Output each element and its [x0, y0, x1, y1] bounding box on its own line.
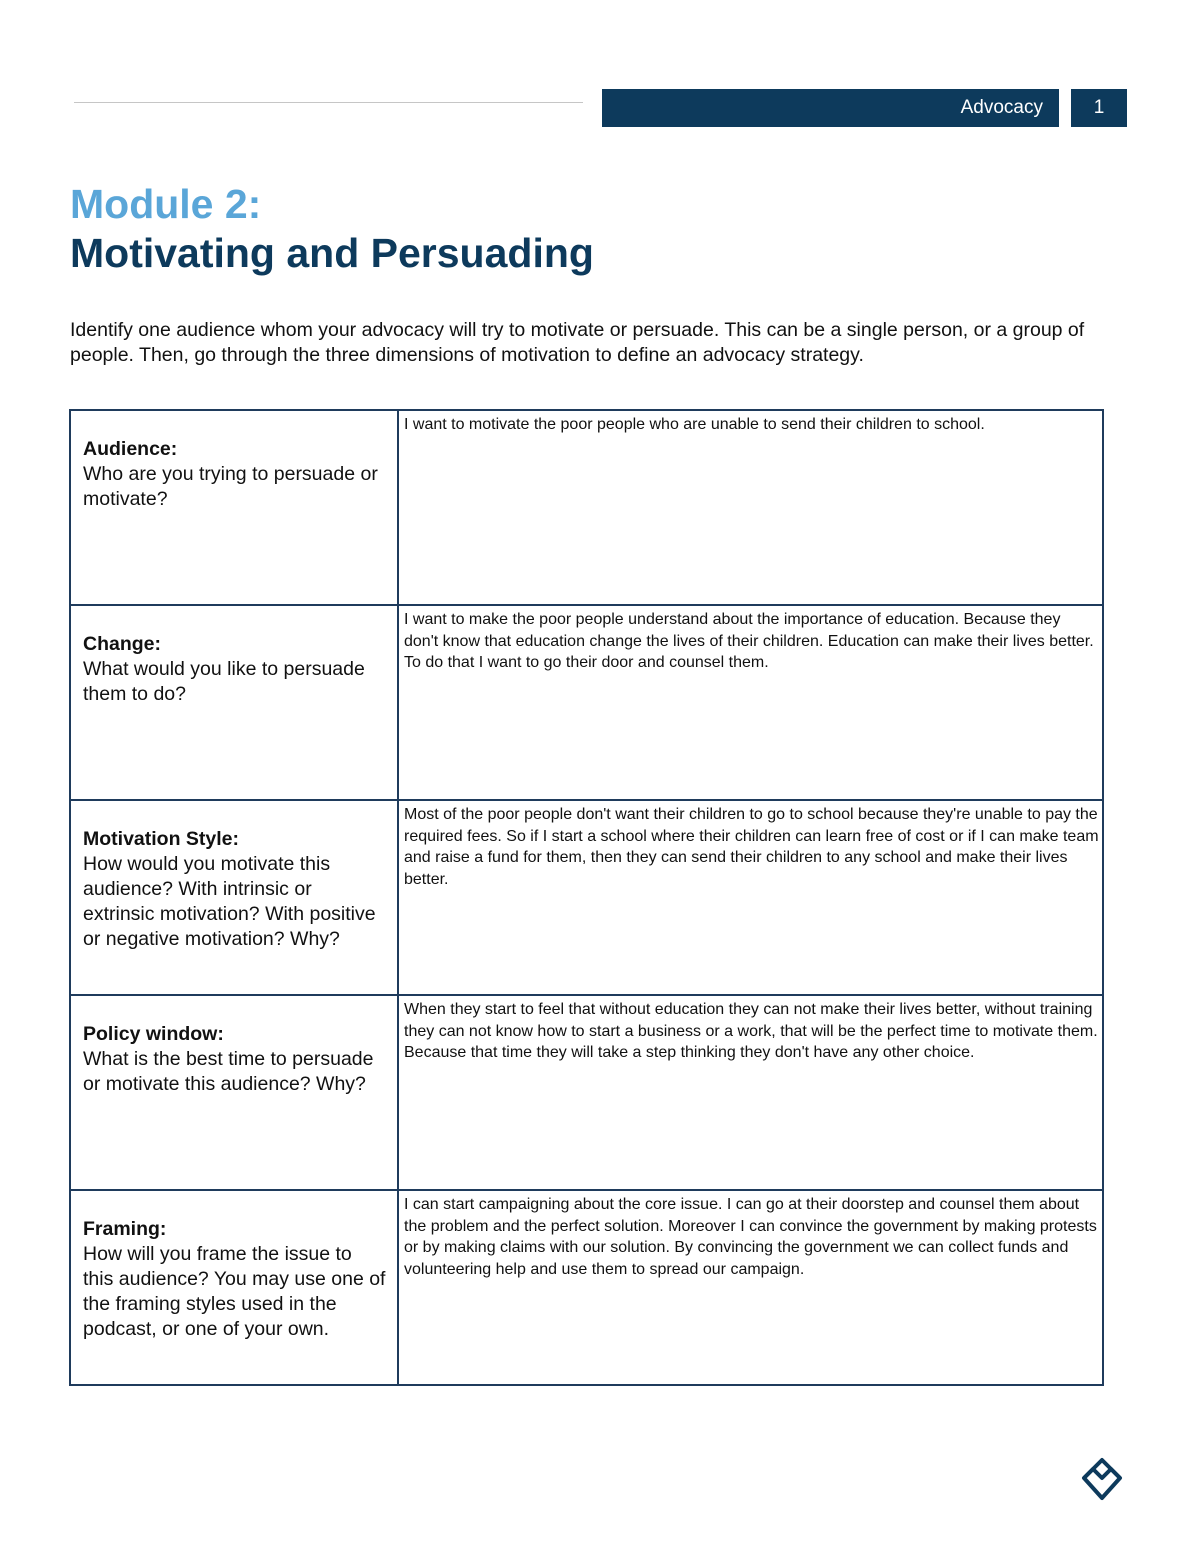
prompt-cell: [70, 995, 398, 1190]
prompt-question: How will you frame the issue to this audience? You may use one of the framing styles used in the podcast, or one of your own.: [83, 1243, 386, 1340]
prompt-cell: [70, 800, 398, 995]
prompt-cell: [70, 605, 398, 800]
intro-paragraph: Identify one audience whom your advocacy will try to motivate or persuade. This can be a single person, or a group of people. Then, go through the three dimensions of motivation to define an advocacy strategy.: [70, 319, 1085, 366]
diamond-heart-logo-icon: [1074, 1456, 1130, 1506]
table-row: [70, 410, 1103, 605]
header-divider: [74, 102, 583, 103]
table-row: [70, 800, 1103, 995]
prompt-label: Policy window:: [83, 1023, 224, 1045]
answer-cell[interactable]: [398, 800, 1103, 995]
answer-text: I want to motivate the poor people who are unable to send their children to school.: [404, 416, 985, 433]
prompt-cell: [70, 410, 398, 605]
page-number-box: [1071, 89, 1127, 127]
prompt-question: What would you like to persuade them to do?: [83, 658, 365, 705]
prompt-cell: [70, 1190, 398, 1385]
prompt-label: Audience:: [83, 438, 178, 460]
answer-text: Most of the poor people don't want their children to go to school because they're unable to pay the required fees. So if I start a school where their children can learn free of cost or if I can make team and raise a fund for them, then they can send their children to any school and make their lives better.: [404, 806, 1099, 888]
table-row: [70, 1190, 1103, 1385]
answer-cell[interactable]: [398, 995, 1103, 1190]
worksheet-table: [69, 409, 1104, 1386]
prompt-label: Framing:: [83, 1218, 167, 1240]
header-section-bar: [602, 89, 1059, 127]
module-title: Motivating and Persuading: [70, 230, 594, 276]
answer-text: I can start campaigning about the core issue. I can go at their doorstep and counsel them about the problem and the perfect solution. Moreover I can convince the government by making protests or by making claims with our solution. By convincing the government we can collect funds and volunteering help and use them to spread our campaign.: [404, 1196, 1097, 1278]
answer-cell[interactable]: [398, 1190, 1103, 1385]
module-label: Module 2:: [70, 181, 262, 227]
answer-cell[interactable]: [398, 410, 1103, 605]
page-number: 1: [1093, 97, 1105, 118]
prompt-label: Change:: [83, 633, 161, 655]
prompt-question: What is the best time to persuade or motivate this audience? Why?: [83, 1048, 374, 1095]
answer-text: When they start to feel that without education they can not make their lives better, without training they can not know how to start a business or a work, that will be the perfect time to motivate them. Because that time they will take a step thinking they don't have any other choice.: [404, 1001, 1098, 1061]
table-row: [70, 605, 1103, 800]
prompt-question: Who are you trying to persuade or motivate?: [83, 463, 378, 510]
header-section-label: Advocacy: [960, 97, 1043, 118]
prompt-label: Motivation Style:: [83, 828, 240, 850]
table-row: [70, 995, 1103, 1190]
prompt-question: How would you motivate this audience? With intrinsic or extrinsic motivation? With positive or negative motivation? Why?: [83, 853, 376, 950]
answer-text: I want to make the poor people understand about the importance of education. Because they don't know that education change the lives of their children. Education can make their lives better. To do that I want to go their door and counsel them.: [404, 611, 1094, 671]
answer-cell[interactable]: [398, 605, 1103, 800]
